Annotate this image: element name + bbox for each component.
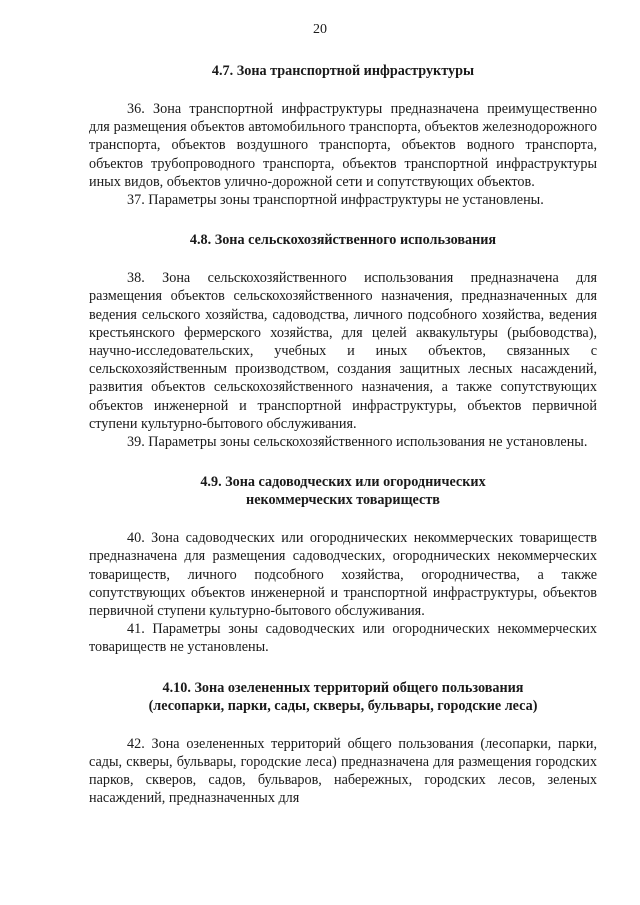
paragraph-37: 37. Параметры зоны транспортной инфраструктуры не установлены. bbox=[127, 192, 544, 209]
section-heading-line-2: (лесопарки, парки, сады, скверы, бульвары, городские леса) bbox=[148, 697, 538, 714]
paragraph-41: 41. Параметры зоны садоводческих или огороднических некоммерческих товариществ не установлены. bbox=[89, 621, 597, 656]
document-body bbox=[89, 62, 597, 807]
section-4-10 bbox=[89, 679, 597, 808]
section-4-7 bbox=[89, 62, 597, 209]
section-4-8 bbox=[89, 231, 597, 451]
paragraph-36: 36. Зона транспортной инфраструктуры предназначена преимущественно для размещения объектов автомобильного транспорта, объектов железнодорожного транспорта, объектов воздушного транспорта, объектов водного транспорта, объектов трубопроводного транспорта, объектов транспортной инфраструктуры иных видов, объектов улично-дорожной сети и сопутствующих объектов. bbox=[89, 101, 597, 190]
section-heading-line-2: некоммерческих товариществ bbox=[246, 492, 440, 509]
paragraph-38: 38. Зона сельскохозяйственного использования предназначена для размещения объектов сельскохозяйственного назначения, предназначенных для ведения сельского хозяйства, садоводства, личного подсобного хозяйства, ведения крестьянского фермерского хозяйства, для целей аквакультуры (рыбоводства), научно-исследовательских, учебных и иных объектов, связанных с сельскохозяйственным производством, создания защитных лесных насаждений, развития объектов сельскохозяйственного назначения, а также сопутствующих объектов инженерной и транспортной инфраструктуры, объектов первичной ступени культурно-бытового обслуживания. bbox=[89, 270, 597, 432]
paragraph-42: 42. Зона озелененных территорий общего пользования (лесопарки, парки, сады, скверы, бульвары, городские леса) предназначена для размещения городских парков, скверов, садов, бульваров, набережных, городских лесов, зеленых насаждений, предназначенных для bbox=[89, 735, 597, 807]
section-heading-line-1: 4.10. Зона озелененных территорий общего пользования bbox=[162, 679, 524, 696]
section-heading-line-1: 4.9. Зона садоводческих или огороднических bbox=[200, 474, 486, 491]
paragraph-40: 40. Зона садоводческих или огороднических некоммерческих товариществ предназначена для размещения садоводческих, огороднических некоммерческих товариществ, личного подсобного хозяйства, огородничества, а также сопутствующих объектов инженерной и транспортной инфраструктуры, объектов первичной ступени культурно-бытового обслуживания. bbox=[89, 530, 597, 620]
paragraph-39: 39. Параметры зоны сельскохозяйственного использования не установлены. bbox=[127, 434, 588, 451]
section-heading: 4.7. Зона транспортной инфраструктуры bbox=[211, 63, 475, 79]
page-number: 20 bbox=[313, 22, 327, 37]
section-heading: 4.8. Зона сельскохозяйственного использования bbox=[189, 232, 497, 249]
section-4-9 bbox=[89, 473, 597, 656]
